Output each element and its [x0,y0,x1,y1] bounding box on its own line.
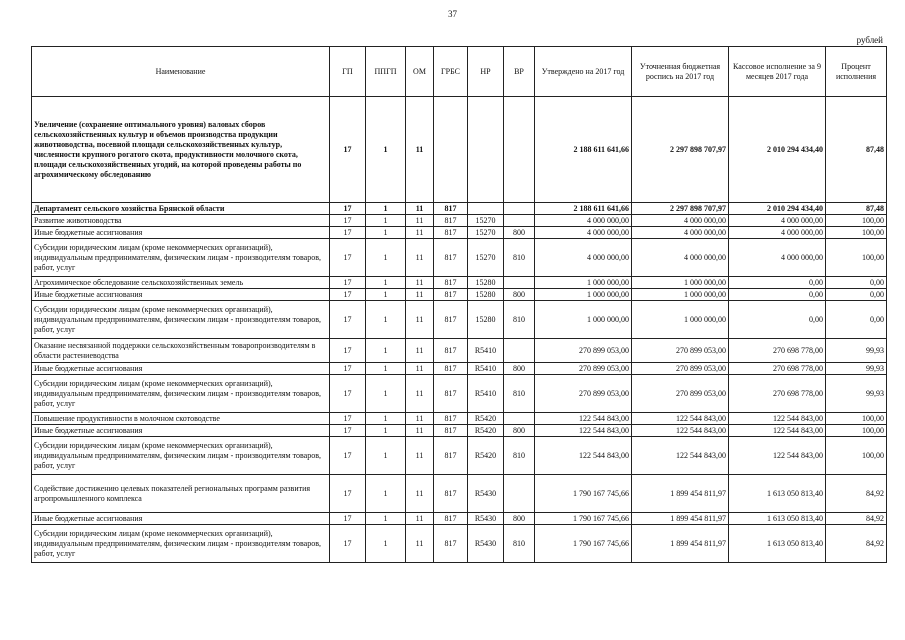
header-gp: ГП [330,47,366,97]
table-row [32,301,887,339]
cell-percent: 100,00 [826,215,887,227]
cell-refined: 2 297 898 707,97 [632,97,729,203]
table-row [32,413,887,425]
cell-np: R5420 [468,413,504,425]
cell-vr [504,413,535,425]
cell-np: 15270 [468,215,504,227]
cell-approved: 270 899 053,00 [535,363,632,375]
cell-gp: 17 [330,425,366,437]
cell-cash: 270 698 778,00 [729,375,826,413]
cell-cash: 270 698 778,00 [729,363,826,375]
cell-percent: 99,93 [826,363,887,375]
table-row [32,239,887,277]
cell-om: 11 [406,289,434,301]
table-row [32,203,887,215]
cell-refined: 4 000 000,00 [632,227,729,239]
cell-gp: 17 [330,513,366,525]
cell-percent: 99,93 [826,375,887,413]
cell-name: Развитие животноводства [32,215,330,227]
cell-gp: 17 [330,525,366,563]
table-row [32,513,887,525]
cell-vr [504,203,535,215]
cell-grbs: 817 [434,413,468,425]
cell-ppgp: 1 [366,425,406,437]
cell-np: R5410 [468,363,504,375]
cell-grbs: 817 [434,277,468,289]
table-row [32,97,887,203]
cell-vr: 810 [504,239,535,277]
cell-refined: 1 000 000,00 [632,277,729,289]
cell-gp: 17 [330,475,366,513]
cell-cash: 4 000 000,00 [729,239,826,277]
table-row [32,425,887,437]
cell-grbs: 817 [434,375,468,413]
cell-approved: 1 790 167 745,66 [535,513,632,525]
cell-vr [504,215,535,227]
cell-approved: 1 000 000,00 [535,289,632,301]
cell-grbs: 817 [434,425,468,437]
cell-vr [504,97,535,203]
table-row [32,437,887,475]
cell-ppgp: 1 [366,339,406,363]
cell-np: R5430 [468,513,504,525]
cell-grbs [434,97,468,203]
header-refined: Уточненная бюджетная роспись на 2017 год [632,47,729,97]
cell-approved: 122 544 843,00 [535,413,632,425]
cell-percent: 84,92 [826,513,887,525]
cell-cash: 0,00 [729,289,826,301]
cell-approved: 270 899 053,00 [535,375,632,413]
cell-vr: 800 [504,363,535,375]
cell-np: R5430 [468,475,504,513]
cell-ppgp: 1 [366,301,406,339]
cell-refined: 270 899 053,00 [632,339,729,363]
cell-name: Субсидии юридическим лицам (кроме некоммерческих организаций), индивидуальным предпринимателям, физическим лицам - производителям товаров, работ, услуг [32,301,330,339]
cell-np: 15280 [468,289,504,301]
cell-name: Субсидии юридическим лицам (кроме некоммерческих организаций), индивидуальным предпринимателям, физическим лицам - производителям товаров, работ, услуг [32,375,330,413]
cell-name: Субсидии юридическим лицам (кроме некоммерческих организаций), индивидуальным предпринимателям, физическим лицам - производителям товаров, работ, услуг [32,239,330,277]
cell-np: R5410 [468,339,504,363]
cell-cash: 2 010 294 434,40 [729,203,826,215]
cell-vr [504,475,535,513]
cell-cash: 1 613 050 813,40 [729,525,826,563]
cell-name: Департамент сельского хозяйства Брянской области [32,203,330,215]
cell-approved: 4 000 000,00 [535,227,632,239]
cell-grbs: 817 [434,513,468,525]
header-approved: Утверждено на 2017 год [535,47,632,97]
table-body [32,97,887,563]
cell-name: Агрохимическое обследование сельскохозяйственных земель [32,277,330,289]
cell-cash: 1 613 050 813,40 [729,513,826,525]
cell-approved: 122 544 843,00 [535,425,632,437]
cell-refined: 4 000 000,00 [632,215,729,227]
cell-name: Субсидии юридическим лицам (кроме некоммерческих организаций), индивидуальным предпринимателям, физическим лицам - производителям товаров, работ, услуг [32,525,330,563]
cell-vr: 800 [504,425,535,437]
cell-percent: 84,92 [826,475,887,513]
cell-gp: 17 [330,413,366,425]
cell-gp: 17 [330,203,366,215]
cell-om: 11 [406,437,434,475]
cell-grbs: 817 [434,215,468,227]
cell-approved: 1 000 000,00 [535,301,632,339]
header-cash: Кассовое исполнение за 9 месяцев 2017 года [729,47,826,97]
cell-ppgp: 1 [366,475,406,513]
cell-om: 11 [406,339,434,363]
cell-grbs: 817 [434,339,468,363]
cell-om: 11 [406,277,434,289]
cell-name: Иные бюджетные ассигнования [32,425,330,437]
header-ppgp: ППГП [366,47,406,97]
table-row [32,277,887,289]
cell-om: 11 [406,513,434,525]
cell-cash: 122 544 843,00 [729,425,826,437]
cell-ppgp: 1 [366,525,406,563]
cell-np: 15280 [468,277,504,289]
cell-om: 11 [406,475,434,513]
cell-om: 11 [406,301,434,339]
cell-np: R5410 [468,375,504,413]
cell-grbs: 817 [434,289,468,301]
cell-np: 15270 [468,239,504,277]
header-vr: ВР [504,47,535,97]
header-grbs: ГРБС [434,47,468,97]
cell-ppgp: 1 [366,227,406,239]
cell-om: 11 [406,425,434,437]
cell-gp: 17 [330,363,366,375]
cell-ppgp: 1 [366,239,406,277]
cell-ppgp: 1 [366,215,406,227]
table-row [32,215,887,227]
cell-refined: 1 000 000,00 [632,289,729,301]
cell-refined: 1 899 454 811,97 [632,475,729,513]
cell-percent: 100,00 [826,437,887,475]
cell-name: Иные бюджетные ассигнования [32,513,330,525]
cell-approved: 1 790 167 745,66 [535,475,632,513]
cell-gp: 17 [330,239,366,277]
cell-cash: 4 000 000,00 [729,227,826,239]
cell-np [468,203,504,215]
cell-gp: 17 [330,227,366,239]
cell-grbs: 817 [434,475,468,513]
cell-gp: 17 [330,215,366,227]
cell-np: R5420 [468,437,504,475]
cell-refined: 270 899 053,00 [632,375,729,413]
cell-om: 11 [406,227,434,239]
cell-om: 11 [406,215,434,227]
cell-gp: 17 [330,289,366,301]
cell-vr: 810 [504,525,535,563]
cell-cash: 122 544 843,00 [729,413,826,425]
cell-gp: 17 [330,301,366,339]
cell-np [468,97,504,203]
cell-name: Иные бюджетные ассигнования [32,289,330,301]
cell-gp: 17 [330,97,366,203]
cell-refined: 4 000 000,00 [632,239,729,277]
cell-approved: 1 000 000,00 [535,277,632,289]
table-row [32,525,887,563]
cell-refined: 1 000 000,00 [632,301,729,339]
cell-om: 11 [406,203,434,215]
cell-percent: 0,00 [826,289,887,301]
cell-name: Повышение продуктивности в молочном скотоводстве [32,413,330,425]
cell-om: 11 [406,525,434,563]
table-row [32,289,887,301]
cell-vr [504,339,535,363]
cell-gp: 17 [330,277,366,289]
cell-name: Иные бюджетные ассигнования [32,363,330,375]
header-np: НР [468,47,504,97]
cell-ppgp: 1 [366,289,406,301]
cell-vr: 800 [504,227,535,239]
cell-vr: 810 [504,301,535,339]
cell-percent: 100,00 [826,239,887,277]
cell-ppgp: 1 [366,513,406,525]
cell-cash: 0,00 [729,301,826,339]
cell-percent: 87,48 [826,97,887,203]
cell-name: Субсидии юридическим лицам (кроме некоммерческих организаций), индивидуальным предпринимателям, физическим лицам - производителям товаров, работ, услуг [32,437,330,475]
cell-om: 11 [406,239,434,277]
header-percent: Процент исполнения [826,47,887,97]
cell-grbs: 817 [434,437,468,475]
cell-np: R5420 [468,425,504,437]
cell-ppgp: 1 [366,437,406,475]
cell-grbs: 817 [434,525,468,563]
cell-ppgp: 1 [366,203,406,215]
cell-refined: 1 899 454 811,97 [632,525,729,563]
page-number: 37 [448,9,457,19]
cell-percent: 87,48 [826,203,887,215]
cell-name: Содействие достижению целевых показателей региональных программ развития агропромышленного комплекса [32,475,330,513]
cell-ppgp: 1 [366,277,406,289]
cell-name: Иные бюджетные ассигнования [32,227,330,239]
cell-om: 11 [406,97,434,203]
table-row [32,363,887,375]
cell-percent: 0,00 [826,301,887,339]
cell-cash: 270 698 778,00 [729,339,826,363]
cell-cash: 1 613 050 813,40 [729,475,826,513]
cell-cash: 4 000 000,00 [729,215,826,227]
cell-np: 15280 [468,301,504,339]
cell-vr: 810 [504,375,535,413]
table-row [32,475,887,513]
cell-gp: 17 [330,339,366,363]
cell-refined: 2 297 898 707,97 [632,203,729,215]
cell-om: 11 [406,363,434,375]
cell-ppgp: 1 [366,375,406,413]
cell-percent: 99,93 [826,339,887,363]
cell-cash: 2 010 294 434,40 [729,97,826,203]
cell-grbs: 817 [434,363,468,375]
header-om: ОМ [406,47,434,97]
cell-refined: 122 544 843,00 [632,425,729,437]
cell-np: R5430 [468,525,504,563]
cell-percent: 100,00 [826,227,887,239]
table-row [32,227,887,239]
table-row [32,375,887,413]
cell-gp: 17 [330,375,366,413]
cell-approved: 270 899 053,00 [535,339,632,363]
header-name: Наименование [32,47,330,97]
cell-approved: 4 000 000,00 [535,215,632,227]
cell-refined: 1 899 454 811,97 [632,513,729,525]
cell-approved: 1 790 167 745,66 [535,525,632,563]
cell-grbs: 817 [434,227,468,239]
cell-name: Увеличение (сохранение оптимального уровня) валовых сборов сельскохозяйственных культур и объемов производства продукции животноводства, посевной площади сельскохозяйственных культур, численности крупного рогатого скота, продуктивности молочного скота, площади сельскохозяйственных угодий, на которой проведены работы по агрохимическому обследованию [32,97,330,203]
cell-vr: 800 [504,289,535,301]
cell-ppgp: 1 [366,413,406,425]
cell-ppgp: 1 [366,97,406,203]
cell-cash: 0,00 [729,277,826,289]
cell-percent: 84,92 [826,525,887,563]
currency-note: рублей [856,35,883,45]
cell-percent: 100,00 [826,425,887,437]
table-row [32,339,887,363]
cell-approved: 2 188 611 641,66 [535,97,632,203]
cell-grbs: 817 [434,203,468,215]
cell-grbs: 817 [434,301,468,339]
cell-percent: 0,00 [826,277,887,289]
cell-refined: 122 544 843,00 [632,413,729,425]
cell-np: 15270 [468,227,504,239]
cell-om: 11 [406,413,434,425]
table-header-row [32,47,887,97]
cell-name: Оказание несвязанной поддержки сельскохозяйственным товаропроизводителям в области растениеводства [32,339,330,363]
cell-ppgp: 1 [366,363,406,375]
cell-refined: 270 899 053,00 [632,363,729,375]
cell-vr [504,277,535,289]
cell-percent: 100,00 [826,413,887,425]
cell-vr: 810 [504,437,535,475]
cell-om: 11 [406,375,434,413]
cell-approved: 4 000 000,00 [535,239,632,277]
cell-refined: 122 544 843,00 [632,437,729,475]
cell-vr: 800 [504,513,535,525]
cell-cash: 122 544 843,00 [729,437,826,475]
cell-gp: 17 [330,437,366,475]
cell-grbs: 817 [434,239,468,277]
cell-approved: 2 188 611 641,66 [535,203,632,215]
budget-table [31,46,887,563]
cell-approved: 122 544 843,00 [535,437,632,475]
